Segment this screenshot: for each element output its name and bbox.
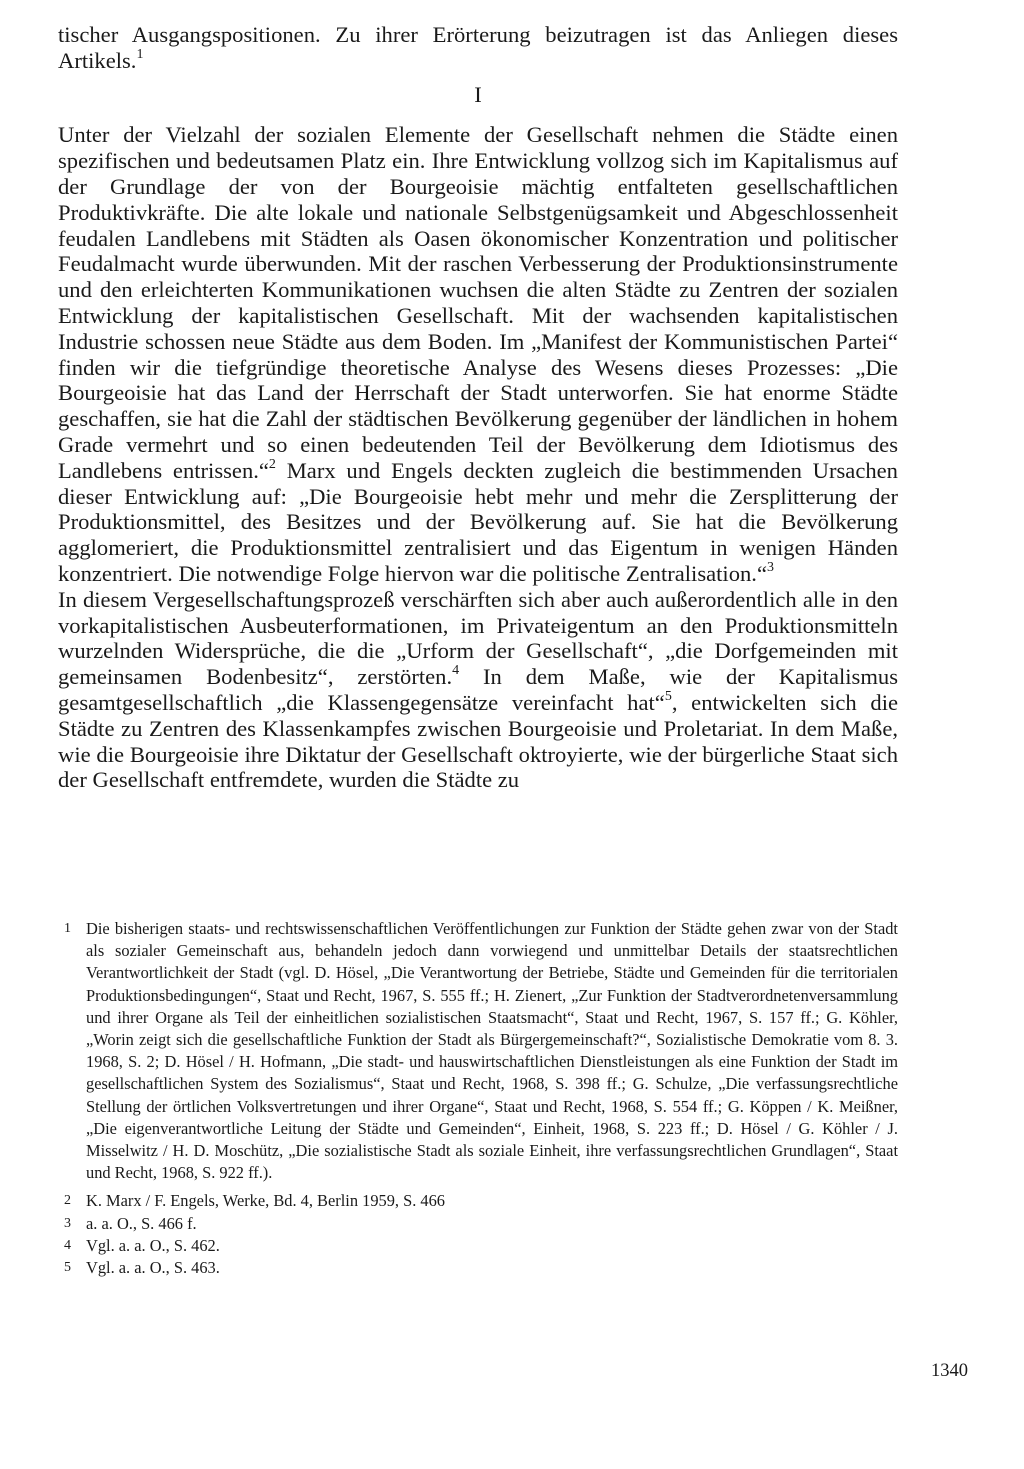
footnote-ref-3[interactable]: 3	[766, 559, 774, 575]
footnote-text: Vgl. a. a. O., S. 462.	[86, 1235, 220, 1255]
footnote-number: 3	[64, 1215, 71, 1231]
footnote-2	[64, 1190, 898, 1212]
footnote-1	[64, 918, 898, 1184]
main-text	[58, 22, 898, 793]
footnote-3	[64, 1213, 898, 1235]
continued-paragraph-text: tischer Ausgangspositionen. Zu ihrer Erörterung beizutragen ist das Anliegen dieses Artikels.	[58, 22, 898, 73]
footnote-text: Vgl. a. a. O., S. 463.	[86, 1258, 220, 1278]
footnote-text: K. Marx / F. Engels, Werke, Bd. 4, Berlin 1959, S. 466	[86, 1191, 445, 1211]
paragraph-2-text-c: , entwickelten sich die Städte zu Zentren des Klassenkampfes zwischen Bourgeoisie und Proletariat. In dem Maße, wie die Bourgeoisie ihre Diktatur der Gesellschaft oktroyierte, wie der bürgerliche Staat sich der Gesellschaft entfremdete, wurden die Städte zu	[58, 689, 898, 793]
footnote-ref-2[interactable]: 2	[268, 456, 276, 472]
footnotes	[64, 918, 898, 1279]
paragraph-2-text-b: In dem Maße, wie der Kapitalismus gesamtgesellschaftlich „die Klassengegensätze vereinfacht hat“	[58, 664, 898, 715]
footnote-number: 1	[64, 921, 71, 936]
footnote-number: 4	[64, 1237, 71, 1253]
footnote-number: 2	[64, 1193, 71, 1209]
footnote-text: a. a. O., S. 466 f.	[86, 1213, 197, 1233]
section-numeral: I	[474, 81, 482, 107]
footnote-ref-1[interactable]: 1	[136, 46, 144, 62]
page-body	[58, 22, 898, 793]
paragraph-1-text-a: Unter der Vielzahl der sozialen Elemente der Gesellschaft nehmen die Städte einen spezifischen und bedeutsamen Platz ein. Ihre Entwicklung vollzog sich im Kapitalismus auf der Grundlage der von der Bourgeoisie mächtig entfalteten gesellschaftlichen Produktivkräfte. Die alte lokale und nationale Selbstgenügsamkeit und Abgeschlossenheit feudalen Landlebens mit Städten als Oasen ökonomischer Konzentration und politischer Feudalmacht wurde überwunden. Mit der raschen Verbesserung der Produktionsinstrumente und den erleichterten Kommunikationen wuchsen die alten Städte zu Zentren der sozialen Entwicklung der kapitalistischen Gesellschaft. Mit der wachsenden kapitalistischen Industrie schossen neue Städte aus dem Boden. Im „Manifest der Kommunistischen Partei“ finden wir die tiefgründige theoretische Analyse des Wesens dieses Prozesses: „Die Bourgeoisie hat das Land der Herrschaft der Stadt unterworfen. Sie hat enorme Städte geschaffen, sie hat die Zahl der städtischen Bevölkerung gegenüber der ländlichen in hohem Grade vermehrt und so einen bedeutenden Teil der Bevölkerung dem Idiotismus des Landlebens entrissen.“	[58, 122, 898, 483]
footnote-ref-5[interactable]: 5	[664, 688, 672, 704]
paragraph-2-text-a: In diesem Vergesellschaftungsprozeß verschärften sich aber auch außerordentlich alle in den vorkapitalistischen Ausbeuterformationen, im Privateigentum an den Produktionsmitteln wurzelnden Widersprüche, die die „Urform der Gesellschaft“, „die Dorfgemeinden mit gemeinsamen Bodenbesitz“, zerstörten.	[58, 586, 898, 690]
footnote-5	[64, 1257, 898, 1279]
continued-paragraph	[58, 22, 898, 74]
footnote-ref-4[interactable]: 4	[452, 662, 460, 678]
footnote-number: 5	[64, 1260, 71, 1276]
page-number: 1340	[931, 1361, 968, 1381]
footnote-4	[64, 1235, 898, 1257]
footnote-text: Die bisherigen staats- und rechtswissenschaftlichen Veröffentlichungen zur Funktion der Städte gehen zwar von der Stadt als sozialer Gemeinschaft aus, behandeln jedoch dann vorwiegend und unmittelbar Details der staatsrechtlichen Verantwortlichkeit der Stadt (vgl. D. Hösel, „Die Verantwortung der Betriebe, Städte und Gemeinden für die territorialen Produktionsbedingungen“, Staat und Recht, 1967, S. 555 ff.; H. Zienert, „Zur Funktion der Stadtverordnetenversammlung und ihrer Organe als Teil der einheitlichen sozialistischen Staatsmacht“, Staat und Recht, 1967, S. 157 ff.; G. Köhler, „Worin zeigt sich die gesellschaftliche Funktion der Stadt als Bürgergemeinschaft?“, Sozialistische Demokratie vom 8. 3. 1968, S. 2; D. Hösel / H. Hofmann, „Die stadt- und hauswirtschaftlichen Dienstleistungen als eine Funktion der Stadt im gesellschaftlichen System des Sozialismus“, Staat und Recht, 1968, S. 398 ff.; G. Schulze, „Die verfassungsrechtliche Stellung der örtlichen Volksvertretungen und ihrer Organe“, Staat und Recht, 1968, S. 554 ff.; G. Köppen / K. Meißner, „Die eigenverantwortliche Leitung der Städte und Gemeinden“, Einheit, 1968, S. 223 ff.; D. Hösel / G. Köhler / J. Misselwitz / H. D. Moschütz, „Die sozialistische Stadt als soziale Einheit, ihre verfassungsrechtlichen Grundlagen“, Staat und Recht, 1968, S. 922 ff.).	[86, 919, 898, 1183]
paragraph-1-text-b: Marx und Engels deckten zugleich die bestimmenden Ursachen dieser Entwicklung auf: „Die Bourgeoisie hebt mehr und mehr die Zersplitterung der Produktionsmittel, des Besitzes und der Bevölkerung auf. Sie hat die Bevölkerung agglomeriert, die Produktionsmittel zentralisiert und das Eigentum in wenigen Händen konzentriert. Die notwendige Folge hiervon war die politische Zentralisation.“	[58, 457, 898, 586]
paragraph-2	[58, 587, 898, 793]
paragraph-1	[58, 122, 898, 586]
